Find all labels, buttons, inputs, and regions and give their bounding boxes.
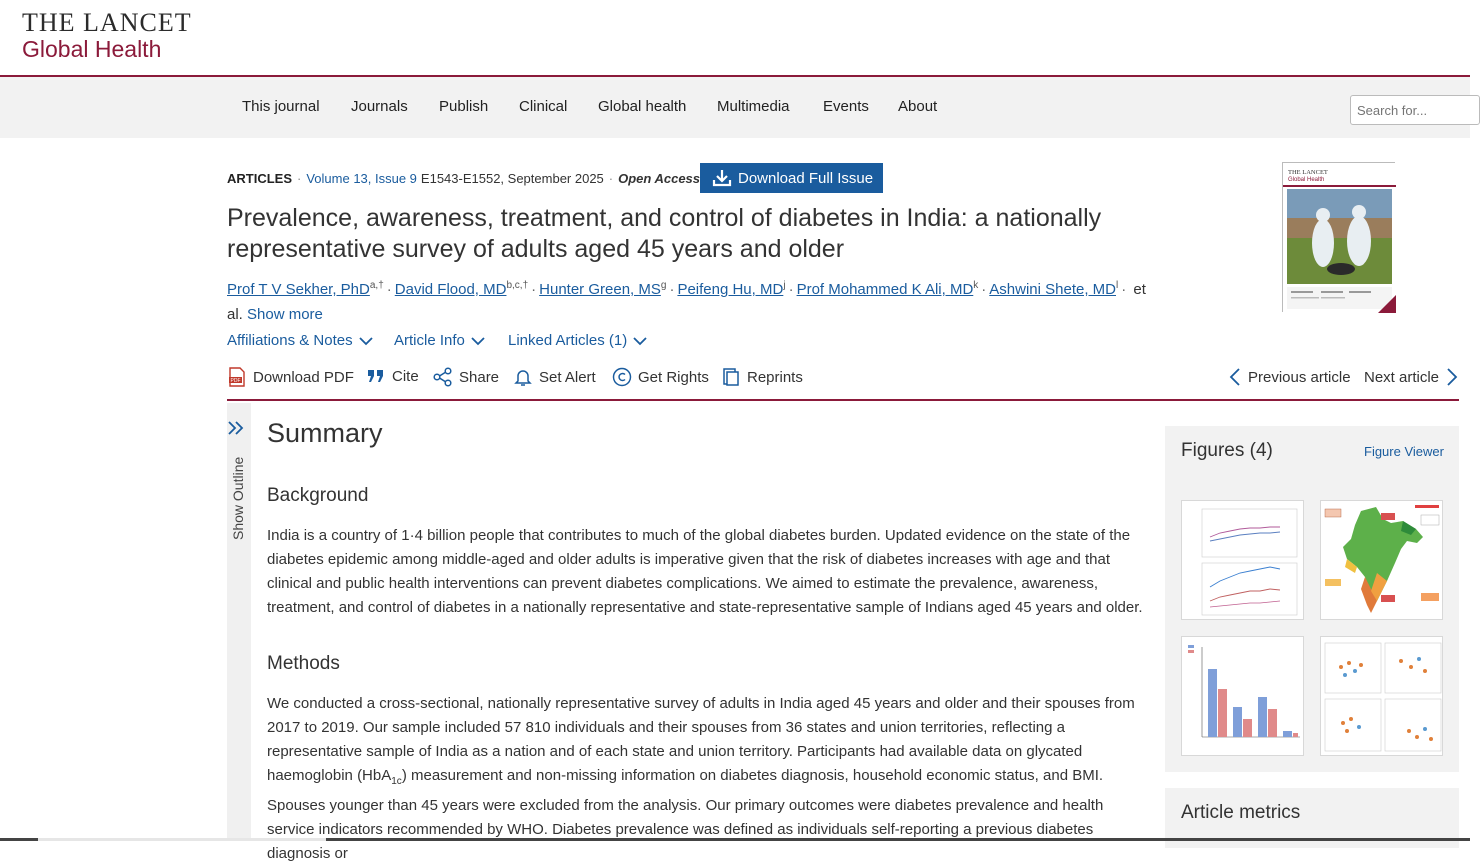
main-nav <box>0 77 1470 138</box>
et-al: et al. <box>227 281 1146 323</box>
show-more-authors-link[interactable]: Show more <box>247 306 323 323</box>
article-type: ARTICLES <box>227 171 292 186</box>
volume-link[interactable]: Volume 13, Issue 9 <box>306 171 417 186</box>
bell-icon <box>513 367 533 387</box>
download-icon <box>712 169 732 187</box>
author-link[interactable]: Prof Mohammed K Ali, MD <box>796 281 974 298</box>
cover-art <box>1283 163 1396 313</box>
author-link[interactable]: Ashwini Shete, MD <box>989 281 1116 298</box>
set-alert-label: Set Alert <box>539 368 596 386</box>
set-alert-button[interactable] <box>513 367 596 387</box>
nav-journals[interactable]: Journals <box>351 98 408 115</box>
svg-text:PDF: PDF <box>230 378 241 384</box>
author-affiliation-sup: a,† <box>369 280 384 291</box>
map-thumbnail <box>1321 501 1444 621</box>
methods-text-a: We conducted a cross-sectional, nationally representative survey of adults in India aged 45 years and older and their spouses from 2017 to 2019. Our sample included 57 810 individuals and their spouses from 36 states and union territories, reflecting a representative sample of India as a nation and of each state and union territory. Participants had available data on glycated haemoglobin (HbA <box>267 695 1135 784</box>
summary-heading: Summary <box>267 418 383 448</box>
next-article-label: Next article <box>1364 368 1440 386</box>
show-outline-toggle[interactable]: Show Outline <box>230 456 246 540</box>
linked-articles-label: Linked Articles (1) <box>508 332 628 349</box>
svg-text:Global Health: Global Health <box>1288 177 1325 183</box>
bar-chart-thumbnail <box>1182 637 1305 757</box>
author-affiliation-sup: l <box>1116 280 1119 291</box>
next-article-link[interactable] <box>1364 367 1459 387</box>
author-link[interactable]: David Flood, MD <box>394 281 507 298</box>
author-affiliation-sup: g <box>660 280 667 291</box>
article-title: Prevalence, awareness, treatment, and control of diabetes in India: a nationally representative survey of adults aged 45 years and older <box>227 204 1102 263</box>
chevron-right-icon <box>1445 367 1459 387</box>
figure-thumbnail-3[interactable] <box>1181 636 1304 756</box>
search-input[interactable] <box>1350 95 1480 125</box>
journal-cover-image[interactable] <box>1282 162 1395 312</box>
affiliations-dropdown[interactable] <box>227 332 373 349</box>
figures-heading: Figures (4) <box>1181 440 1273 461</box>
methods-subscript: 1c <box>391 776 402 787</box>
reprints-label: Reprints <box>747 368 803 386</box>
copyright-icon <box>612 367 632 387</box>
nav-multimedia[interactable]: Multimedia <box>717 98 790 115</box>
nav-clinical[interactable]: Clinical <box>519 98 568 115</box>
previous-article-link[interactable] <box>1228 367 1351 387</box>
figure-thumbnail-1[interactable] <box>1181 500 1304 620</box>
figure-viewer-link[interactable]: Figure Viewer <box>1364 444 1444 459</box>
article-info-dropdown[interactable] <box>394 332 485 349</box>
nav-about[interactable]: About <box>898 98 938 115</box>
download-pdf-label: Download PDF <box>253 368 354 386</box>
nav-global-health[interactable]: Global health <box>598 98 687 115</box>
quote-icon <box>366 367 386 385</box>
article-metrics-heading: Article metrics <box>1181 802 1301 823</box>
article-meta: ARTICLES · Volume 13, Issue 9 E1543-E1552, September 2025 · Open Access <box>227 171 701 186</box>
pages-date: E1543-E1552, September 2025 <box>420 171 604 186</box>
pdf-icon <box>227 367 247 387</box>
scrollbar-segment <box>0 838 38 841</box>
author-affiliation-sup: k <box>973 280 979 291</box>
open-access-badge: Open Access <box>618 171 701 186</box>
share-button[interactable] <box>433 367 499 387</box>
chevron-down-icon <box>633 334 647 348</box>
get-rights-button[interactable] <box>612 367 709 387</box>
double-chevron-right-icon[interactable] <box>226 418 246 444</box>
share-label: Share <box>459 368 500 386</box>
background-heading: Background <box>267 485 369 506</box>
figure-thumbnail-2[interactable] <box>1320 500 1443 620</box>
author-affiliation-sup: j <box>783 280 786 291</box>
nav-events[interactable]: Events <box>823 98 869 115</box>
linked-articles-dropdown[interactable] <box>508 332 647 349</box>
svg-text:THE LANCET: THE LANCET <box>1288 169 1328 176</box>
previous-article-label: Previous article <box>1248 368 1351 386</box>
scatter-thumbnail <box>1321 637 1444 757</box>
scrollbar-segment <box>326 838 1470 841</box>
download-pdf-button[interactable] <box>227 367 354 387</box>
background-paragraph: India is a country of 1·4 billion people that contributes to much of the global diabetes burden. Updated evidence on the state of the diabetes epidemic among middle-aged and older adults is imperative given that the risk of diabetes increases with age and that clinical and public health interventions can prevent diabetes complications. We aimed to estimate the prevalence, awareness, treatment, and control of diabetes in a nationally representative and state-representative sample of Indians aged 45 years and older. <box>267 527 1143 616</box>
share-icon <box>433 367 453 387</box>
line-chart-thumbnail <box>1182 501 1305 621</box>
download-full-issue-button[interactable] <box>700 163 883 193</box>
article-info-label: Article Info <box>394 332 465 349</box>
nav-this-journal[interactable]: This journal <box>242 98 320 115</box>
chevron-down-icon <box>471 334 485 348</box>
author-list: Prof T V Sekher, PhD$^{a,\dagger}$ · David Flood, $MD^{b,c,\dagger}$ · Hunter Green, $MS^g$ · Peifeng Hu, $MD^j$ · Prof Mohammed K Ali, $MD^k$ · Ashwini Shete, $MD^l$ · et al. Show more <box>227 280 1146 323</box>
author-affiliation-sup: b,c,† <box>506 280 529 291</box>
methods-text-b: ) measurement and non-missing information on diabetes diagnosis, household economic status, and BMI. Spouses younger than 45 years were excluded from the analysis. Our primary outcomes were diabetes prevalence and health service indicators recommended by WHO. Diabetes prevalence was defined as individuals self-reporting a previous diabetes diagnosis or <box>267 767 1104 862</box>
author-link[interactable]: Hunter Green, MS <box>539 281 661 298</box>
figure-thumbnail-4[interactable] <box>1320 636 1443 756</box>
logo-line1: THE LANCET <box>22 8 192 37</box>
affiliations-label: Affiliations & Notes <box>227 332 353 349</box>
journal-logo[interactable] <box>22 10 192 62</box>
chevron-down-icon <box>359 334 373 348</box>
horizontal-scrollbar[interactable] <box>0 838 1470 841</box>
cite-button[interactable] <box>366 367 419 385</box>
methods-heading: Methods <box>267 653 340 674</box>
author-link[interactable]: Peifeng Hu, MD <box>677 281 784 298</box>
get-rights-label: Get Rights <box>638 368 709 386</box>
chevron-left-icon <box>1228 367 1242 387</box>
reprints-button[interactable] <box>721 367 803 387</box>
download-full-issue-label: Download Full Issue <box>738 169 874 187</box>
reprints-icon <box>721 367 741 387</box>
author-link[interactable]: Prof T V Sekher, PhD <box>227 281 370 298</box>
logo-line2: Global Health <box>22 36 162 62</box>
nav-publish[interactable]: Publish <box>439 98 489 115</box>
cite-label: Cite <box>392 367 419 385</box>
toolbar-rule <box>227 399 1459 401</box>
